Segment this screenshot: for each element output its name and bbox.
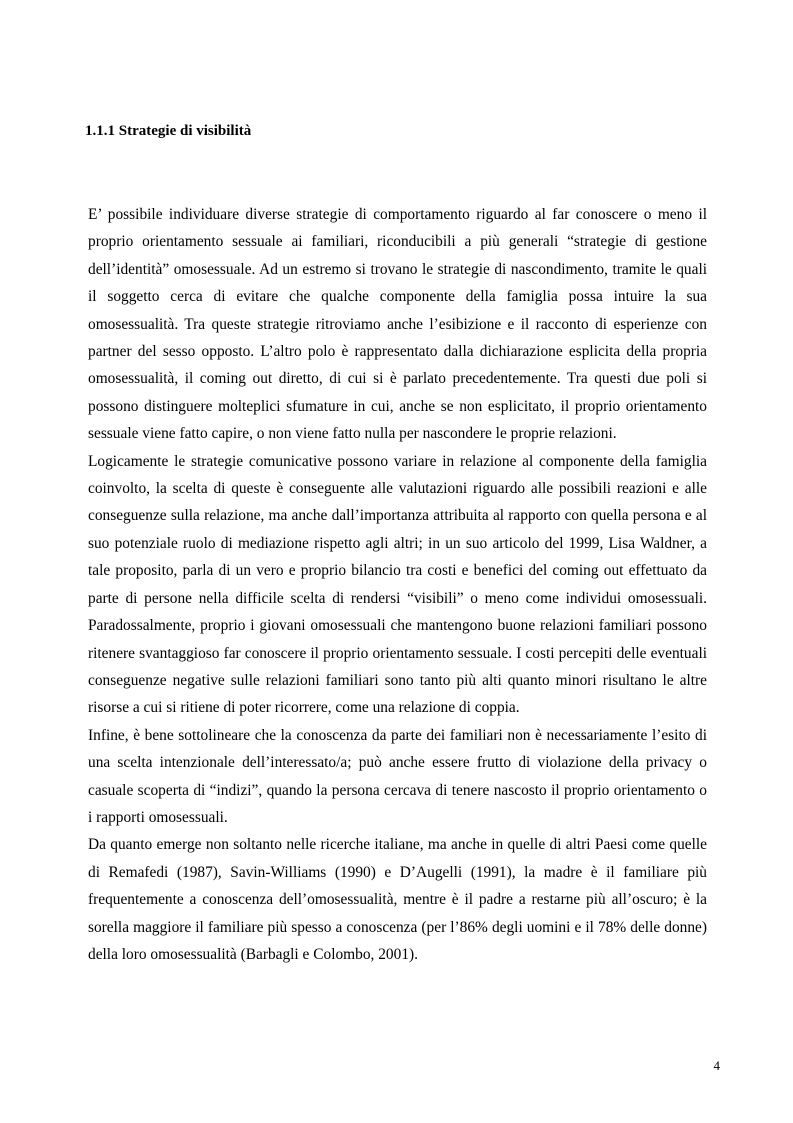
paragraph-1: E’ possibile individuare diverse strategie di comportamento riguardo al far conoscere o meno il proprio orientamento sessuale ai familiari, riconducibili a più generali “strategie di gestione dell’identità” omosessuale. Ad un estremo si trovano le strategie di nascondimento, tramite le quali il soggetto cerca di evitare che qualche componente della famiglia possa intuire la sua omosessualità. Tra queste strategie ritroviamo anche l’esibizione e il racconto di esperienze con partner del sesso opposto. L’altro polo è rappresentato dalla dichiarazione esplicita della propria omosessualità, il coming out diretto, di cui si è parlato precedentemente. Tra questi due poli si possono distinguere molteplici sfumature in cui, anche se non esplicitato, il proprio orientamento sessuale viene fatto capire, o non viene fatto nulla per nascondere le proprie relazioni. [88,206,707,443]
section-heading: 1.1.1 Strategie di visibilità [85,123,252,139]
page-number: 4 [713,1058,720,1073]
paragraph-4: Da quanto emerge non soltanto nelle ricerche italiane, ma anche in quelle di altri Paesi come quelle di Remafedi (1987), Savin-Williams (1990) e D’Augelli (1991), la madre è il familiare più frequentemente a conoscenza dell’omosessualità, mentre è il padre a restarne più all’oscuro; è la sorella maggiore il familiare più spesso a conoscenza (per l’86% degli uomini e il 78% delle donne) della loro omosessualità (Barbagli e Colombo, 2001). [88,836,707,963]
body-text [88,201,707,968]
paragraph-2: Logicamente le strategie comunicative possono variare in relazione al componente della famiglia coinvolto, la scelta di queste è conseguente alle valutazioni riguardo alle possibili reazioni e alle conseguenze sulla relazione, ma anche dall’importanza attribuita al rapporto con quella persona e al suo potenziale ruolo di mediazione rispetto agli altri; in un suo articolo del 1999, Lisa Waldner, a tale proposito, parla di un vero e proprio bilancio tra costi e benefici del coming out effettuato da parte di persone nella difficile scelta di rendersi “visibili” o meno come individui omosessuali. Paradossalmente, proprio i giovani omosessuali che mantengono buone relazioni familiari possono ritenere svantaggioso far conoscere il proprio orientamento sessuale. I costi percepiti delle eventuali conseguenze negative sulle relazioni familiari sono tanto più alti quanto minori risultano le altre risorse a cui si ritiene di poter ricorrere, come una relazione di coppia. [88,452,707,717]
paragraph-3: Infine, è bene sottolineare che la conoscenza da parte dei familiari non è necessariamente l’esito di una scelta intenzionale dell’interessato/a; può anche essere frutto di violazione della privacy o casuale scoperta di “indizi”, quando la persona cercava di tenere nascosto il proprio orientamento o i rapporti omosessuali. [88,726,707,826]
